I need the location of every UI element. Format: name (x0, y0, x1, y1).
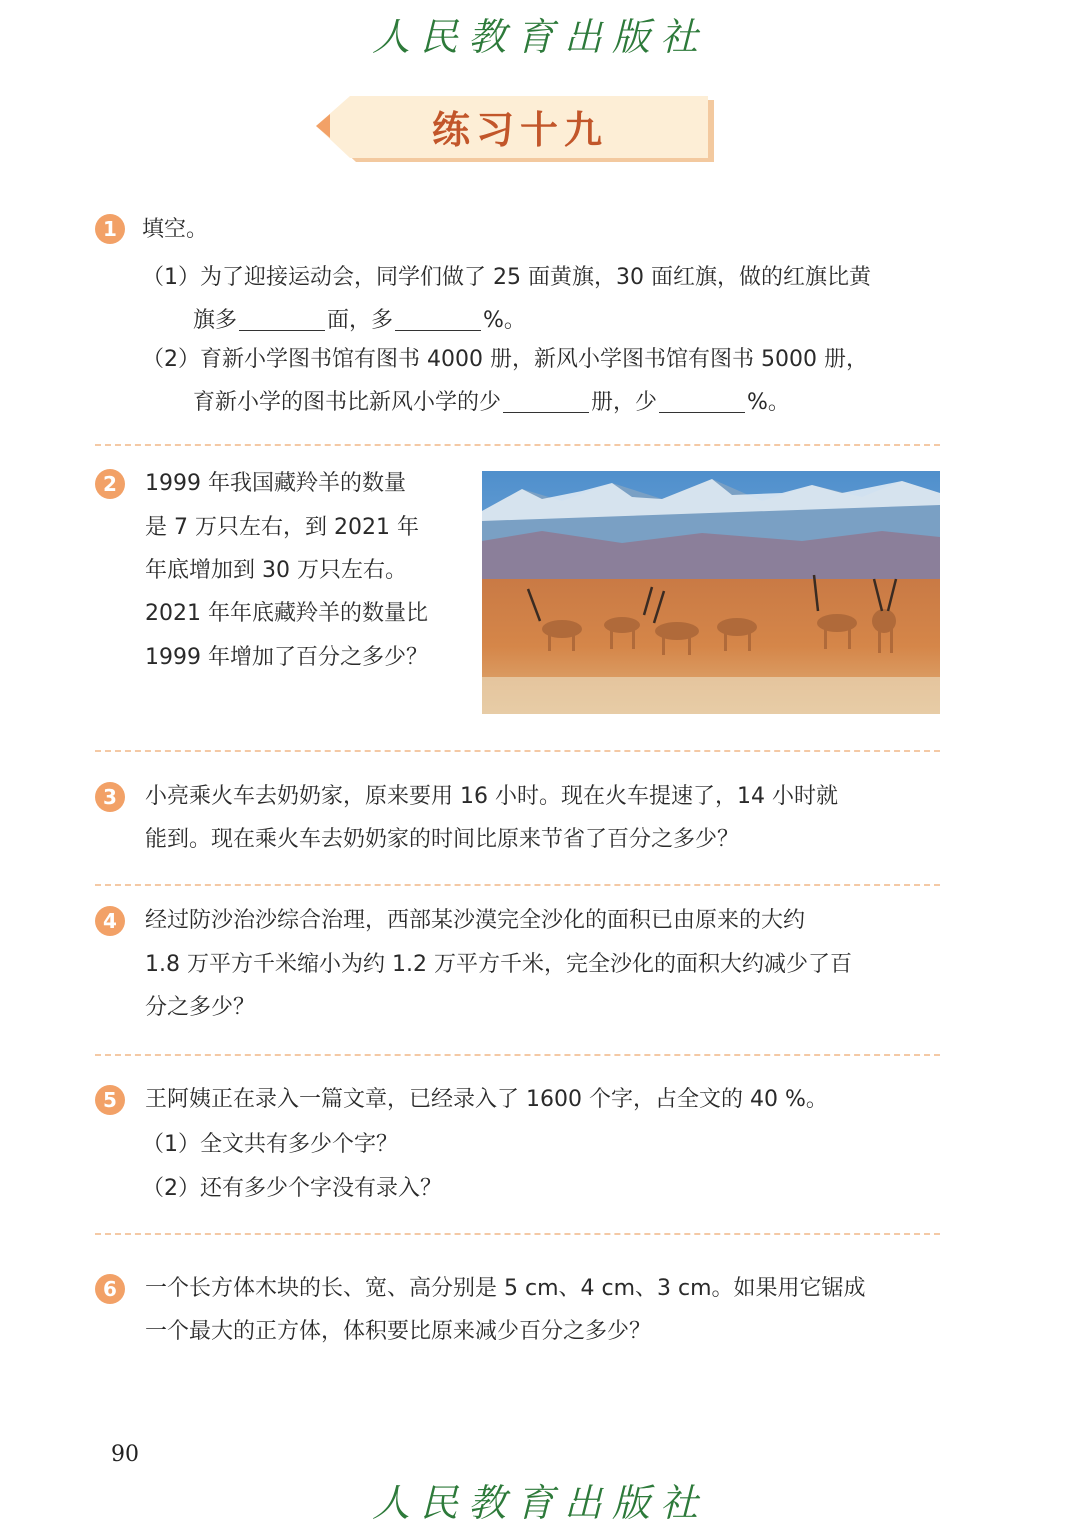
publisher-logo-bottom: 人民教育出版社 (371, 1481, 708, 1525)
q1-prompt: 填空。 (142, 217, 209, 242)
question-number-6: 6 (95, 1274, 125, 1304)
divider (95, 750, 940, 752)
q1-part2-text-b: 册，少 (591, 390, 658, 415)
q1-part1-line2 (193, 299, 526, 342)
q2-line2: 是 7 万只左右，到 2021 年 (145, 515, 419, 540)
question-number-2: 2 (95, 469, 125, 499)
answer-blank[interactable] (395, 304, 481, 331)
q5-line1: 王阿姨正在录入一篇文章，已经录入了 1600 个字，占全文的 40 %。 (145, 1087, 828, 1112)
tibetan-antelope-photo (482, 471, 940, 714)
section-title: 练习十九 (431, 108, 608, 152)
q3-line2: 能到。现在乘火车去奶奶家的时间比原来节省了百分之多少？ (145, 827, 740, 852)
q2-line3: 年底增加到 30 万只左右。 (145, 558, 407, 583)
divider (95, 444, 940, 446)
answer-blank[interactable] (239, 304, 325, 331)
question-number-3: 3 (95, 782, 125, 812)
q1-part2-text-c: %。 (747, 390, 790, 415)
publisher-logo-top: 人民教育出版社 (371, 15, 708, 59)
q6-line2: 一个最大的正方体，体积要比原来减少百分之多少？ (145, 1319, 652, 1344)
q5-part1: （1）全文共有多少个字？ (142, 1132, 398, 1157)
q5-part2: （2）还有多少个字没有录入？ (142, 1176, 442, 1201)
q1-part1-text-a: 旗多 (193, 308, 238, 333)
divider (95, 884, 940, 886)
q6-line1: 一个长方体木块的长、宽、高分别是 5 cm、4 cm、3 cm。如果用它锯成 (145, 1276, 866, 1301)
q1-part2-line2 (193, 381, 790, 424)
divider (95, 1054, 940, 1056)
q4-line1: 经过防沙治沙综合治理，西部某沙漠完全沙化的面积已由原来的大约 (145, 908, 806, 933)
q1-part1-text-c: %。 (483, 308, 526, 333)
q1-part2-text-a: 育新小学的图书比新风小学的少 (193, 390, 502, 415)
q1-part1-text-b: 面，多 (327, 308, 394, 333)
q2-line5: 1999 年增加了百分之多少？ (145, 645, 428, 670)
q2-line1: 1999 年我国藏羚羊的数量 (145, 471, 406, 496)
answer-blank[interactable] (503, 386, 589, 413)
question-number-1: 1 (95, 214, 125, 244)
q4-line2: 1.8 万平方千米缩小为约 1.2 万平方千米，完全沙化的面积大约减少了百 (145, 952, 852, 977)
page-number: 90 (111, 1442, 139, 1467)
answer-blank[interactable] (659, 386, 745, 413)
q1-part1-line1: （1）为了迎接运动会，同学们做了 25 面黄旗，30 面红旗，做的红旗比黄 (142, 265, 871, 290)
divider (95, 1233, 940, 1235)
question-number-4: 4 (95, 906, 125, 936)
question-number-5: 5 (95, 1085, 125, 1115)
q1-part2-line1: （2）育新小学图书馆有图书 4000 册，新风小学图书馆有图书 5000 册， (142, 347, 868, 372)
q2-line4: 2021 年年底藏羚羊的数量比 (145, 601, 428, 626)
q3-line1: 小亮乘火车去奶奶家，原来要用 16 小时。现在火车提速了，14 小时就 (145, 784, 838, 809)
q4-line3: 分之多少？ (145, 995, 256, 1020)
